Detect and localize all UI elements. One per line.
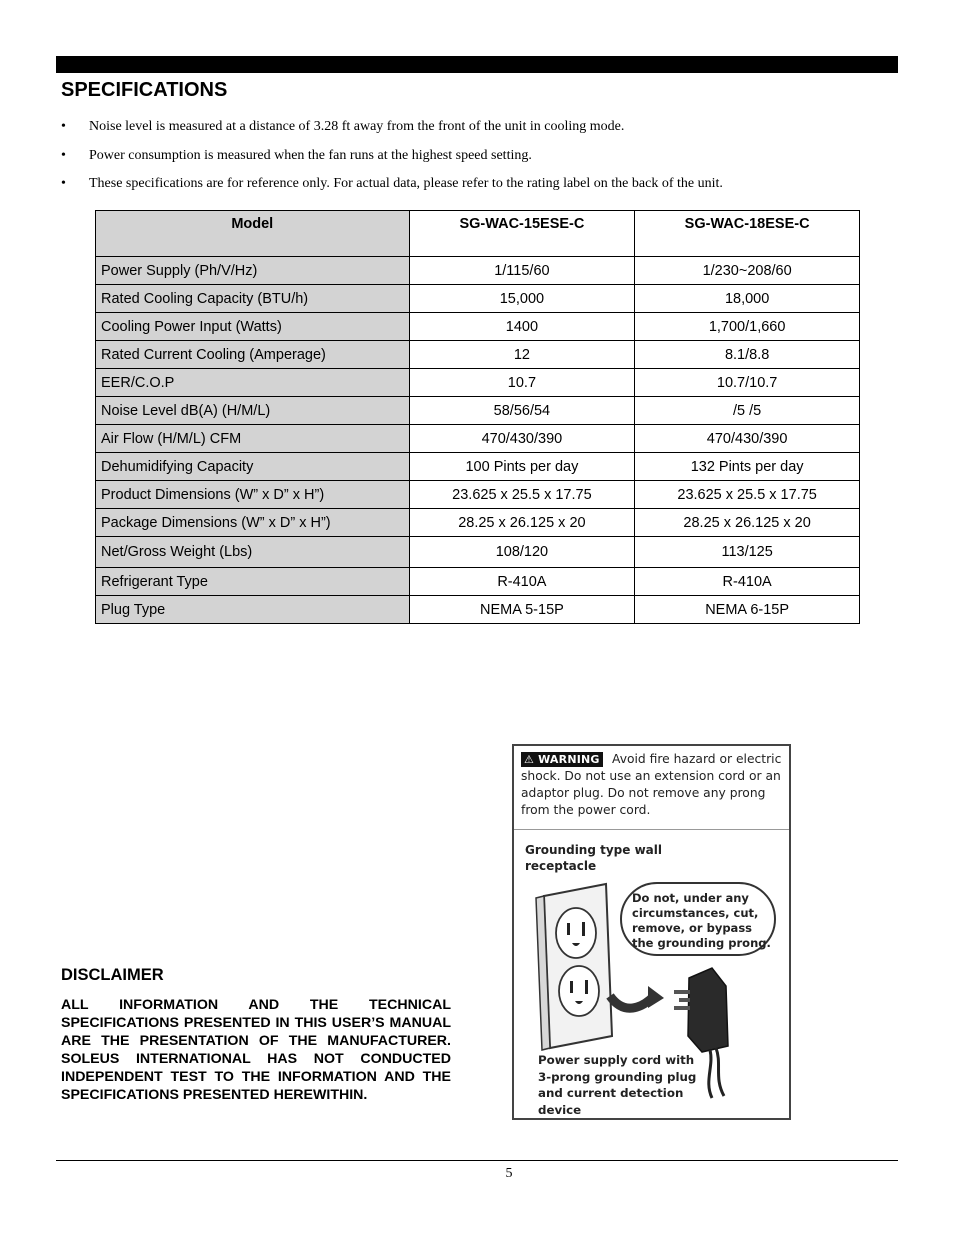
table-header-row [96, 211, 860, 257]
row-value-1: NEMA 5-15P [409, 596, 635, 624]
disclaimer-title: DISCLAIMER [61, 966, 164, 984]
note-item: • Noise level is measured at a distance of 3.28 ft away from the front of the unit in cooling mode. [61, 117, 861, 146]
row-value-1: 58/56/54 [409, 397, 635, 425]
disclaimer-body: ALL INFORMATION AND THE TECHNICAL SPECIFICATIONS PRESENTED IN THIS USER’S MANUAL ARE THE PRESENTATION OF THE MANUFACTURER. SOLEUS INTERNATIONAL HAS NOT CONDUCTED INDEPENDENT TEST TO THE INFORMATION AND THE SPECIFICATIONS PRESENTED HEREWITHIN. [61, 997, 451, 1103]
row-value-2: 23.625 x 25.5 x 17.75 [635, 481, 860, 509]
row-value-2: 470/430/390 [635, 425, 860, 453]
row-value-1: 10.7 [409, 369, 635, 397]
table-row [96, 481, 860, 509]
receptacle-top [556, 908, 596, 958]
row-value-2: 113/125 [635, 537, 860, 568]
row-value-1: 15,000 [409, 285, 635, 313]
row-value-2: 1/230~208/60 [635, 257, 860, 285]
row-label: Air Flow (H/M/L) CFM [96, 425, 410, 453]
arrow-icon [610, 996, 654, 1008]
row-label: Net/Gross Weight (Lbs) [96, 537, 410, 568]
warning-badge [521, 752, 603, 767]
row-value-1: 108/120 [409, 537, 635, 568]
row-value-1: 28.25 x 26.125 x 20 [409, 509, 635, 537]
row-label: Plug Type [96, 596, 410, 624]
row-value-2: 18,000 [635, 285, 860, 313]
row-value-2: 132 Pints per day [635, 453, 860, 481]
table-row [96, 369, 860, 397]
row-label: Noise Level dB(A) (H/M/L) [96, 397, 410, 425]
row-label: EER/C.O.P [96, 369, 410, 397]
header-model-1: SG-WAC-15ESE-C [409, 211, 635, 257]
row-value-1: R-410A [409, 568, 635, 596]
row-value-1: 1400 [409, 313, 635, 341]
header-model-2: SG-WAC-18ESE-C [635, 211, 860, 257]
row-label: Rated Cooling Capacity (BTU/h) [96, 285, 410, 313]
warning-text: Avoid fire hazard or electric shock. Do not use an extension cord or an adaptor plug. Do not remove any prong from the power cord. [521, 752, 782, 817]
row-label: Package Dimensions (W” x D” x H”) [96, 509, 410, 537]
row-label: Product Dimensions (W” x D” x H”) [96, 481, 410, 509]
table-row [96, 537, 860, 568]
cord-label: Power supply cord with 3-prong grounding plug and current detection device [538, 1053, 697, 1117]
warning-header [514, 746, 789, 830]
page-number: 5 [505, 1166, 513, 1181]
warning-badge-label: WARNING [538, 753, 600, 766]
table-row [96, 509, 860, 537]
table-row [96, 425, 860, 453]
header-model: Model [96, 211, 410, 257]
row-label: Refrigerant Type [96, 568, 410, 596]
note-item: • Power consumption is measured when the fan runs at the highest speed setting. [61, 146, 861, 175]
row-value-1: 470/430/390 [409, 425, 635, 453]
table-row [96, 453, 860, 481]
notes-list [61, 117, 861, 203]
row-value-1: 12 [409, 341, 635, 369]
warning-figure [512, 744, 791, 1120]
row-value-2: 8.1/8.8 [635, 341, 860, 369]
row-value-2: 1,700/1,660 [635, 313, 860, 341]
row-value-2: /5 /5 [635, 397, 860, 425]
row-value-2: 10.7/10.7 [635, 369, 860, 397]
note-item: • These specifications are for reference only. For actual data, please refer to the rating label on the back of the unit. [61, 174, 861, 203]
row-label: Cooling Power Input (Watts) [96, 313, 410, 341]
table-row [96, 596, 860, 624]
table-row [96, 397, 860, 425]
receptacle-bottom [559, 966, 599, 1016]
row-value-1: 1/115/60 [409, 257, 635, 285]
table-row [96, 257, 860, 285]
receptacle-label: Grounding type wall receptacle [525, 843, 662, 873]
footer-rule [56, 1160, 898, 1161]
row-label: Power Supply (Ph/V/Hz) [96, 257, 410, 285]
row-value-2: R-410A [635, 568, 860, 596]
plug-icon [688, 968, 728, 1052]
power-cord [709, 1050, 712, 1098]
table-row [96, 568, 860, 596]
table-row [96, 341, 860, 369]
row-value-1: 23.625 x 25.5 x 17.75 [409, 481, 635, 509]
row-label: Dehumidifying Capacity [96, 453, 410, 481]
table-row [96, 285, 860, 313]
header-bar [56, 56, 898, 73]
row-value-2: 28.25 x 26.125 x 20 [635, 509, 860, 537]
page-title: SPECIFICATIONS [61, 79, 228, 101]
spec-table [95, 210, 860, 624]
table-row [96, 313, 860, 341]
row-label: Rated Current Cooling (Amperage) [96, 341, 410, 369]
callout-bubble: Do not, under any circumstances, cut, remove, or bypass the grounding prong. [620, 882, 776, 956]
row-value-1: 100 Pints per day [409, 453, 635, 481]
warning-triangle-icon: ⚠ [524, 753, 535, 766]
row-value-2: NEMA 6-15P [635, 596, 860, 624]
